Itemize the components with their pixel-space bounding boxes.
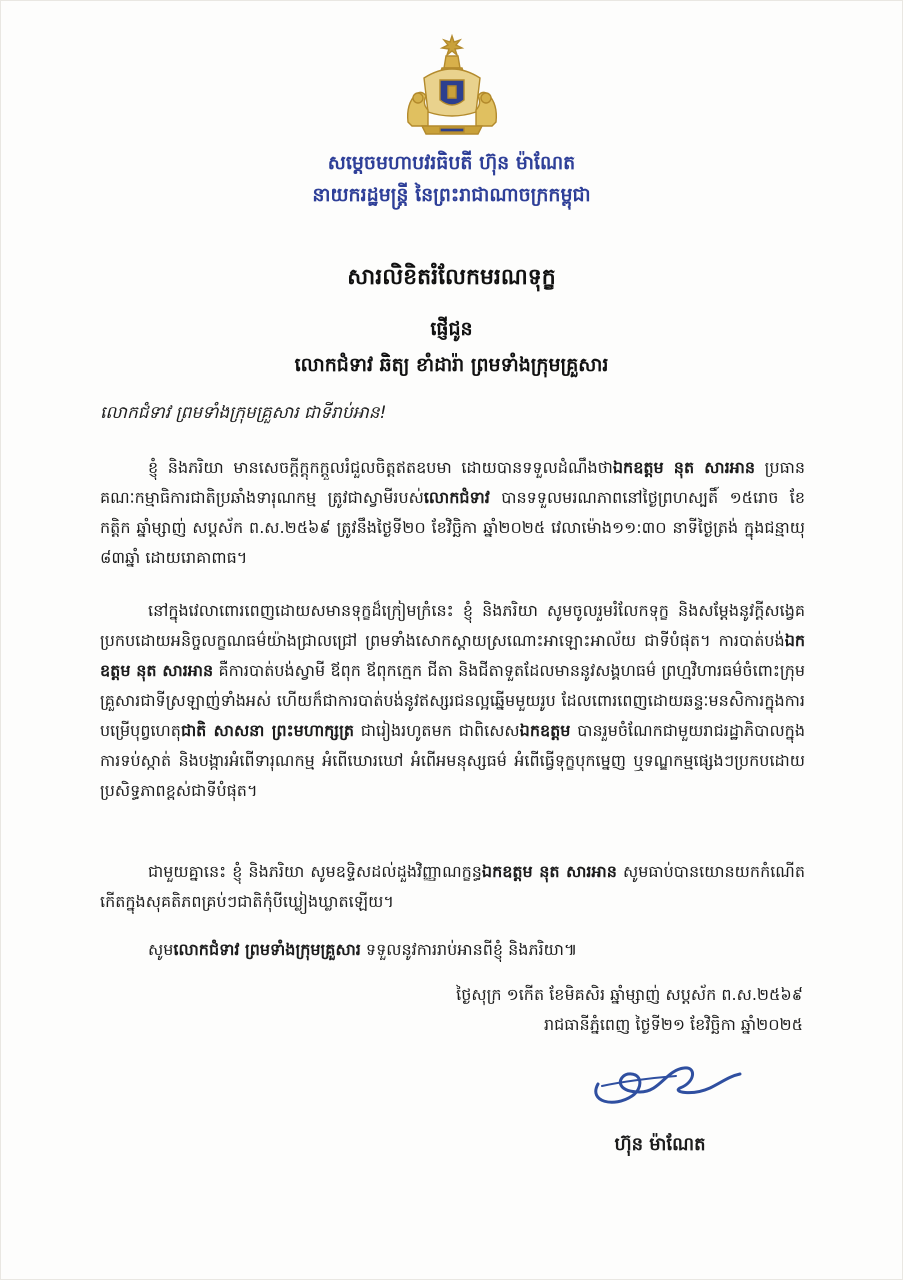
emphasized-text: ជាតិ សាសនា ព្រះមហាក្សត្រ: [180, 721, 354, 740]
paragraph-text: គឺការបាត់បង់ស្វាមី ឪពុក ឪពុកក្មេក ជីតា និងជីតាទួតដែលមាននូវសង្គហធម៌ ព្រហ្មវិហារធម៌ចំពោះក្រុមគ្រួសារជាទីស្រឡាញ់ទាំងអស់ ហើយក៏ជាការបាត់បង់នូវឥស្សរជនល្អឆ្នើមមួយរូប ដែលពោរពេញដោយឆន្ទៈមនសិការក្នុងការបម្រើបុព្វហេតុ: [100, 661, 806, 740]
signer-name: ហ៊ុន ម៉ាណែត: [614, 1134, 706, 1155]
paragraph-text: ប្រធានគណៈកម្មាធិការជាតិប្រឆាំងទារុណកម្ម ត្រូវជាស្វាមីរបស់: [100, 458, 805, 507]
closing-line: [148, 935, 577, 965]
paragraph-dedication: [100, 857, 805, 917]
paragraph-text: ជារៀងរហូតមក ជាពិសេស: [353, 721, 520, 740]
paragraph-announcement: [100, 453, 805, 573]
emphasized-text: លោកជំទាវ: [423, 488, 490, 507]
paragraph-text: បានទទួលមរណភាពនៅថ្ងៃព្រហស្បតិ៍ ១៥រោច ខែកត្តិក ឆ្នាំម្សាញ់ សប្តស័ក ព.ស.២៥៦៩ ត្រូវនឹងថ្ងៃទី២០ ខែវិច្ឆិកា ឆ្នាំ២០២៥ វេលាម៉ោង១១:៣០ នាទីថ្ងៃត្រង់ ក្នុងជន្មាយុ ៨៣ឆ្នាំ ដោយរោគាពាធ។: [100, 488, 805, 567]
royal-emblem-icon: [402, 34, 502, 138]
paragraph-text: សូមធាប់បានយោនយកកំណើតកើតក្នុងសុគតិភពគ្រប់ៗជាតិកុំបីឃ្លៀងឃ្លាតឡើយ។: [100, 862, 805, 911]
paragraph-condolence: [100, 596, 805, 806]
date-lunar: ថ្ងៃសុក្រ ១កើត ខែមិគសិរ ឆ្នាំម្សាញ់ សប្តស័ក ព.ស.២៥៦៩: [456, 985, 803, 1004]
paragraph-text: ខ្ញុំ និងភរិយា មានសេចក្តីក្តុកក្តួលរំជួលចិត្តឥតឧបមា ដោយបានទទួលដំណឹងថា: [148, 458, 613, 477]
emphasized-text: ឯកឧត្តម: [519, 721, 571, 740]
sender-name: សម្តេចមហាបវរធិបតី ហ៊ុន ម៉ាណែត: [327, 152, 576, 174]
paragraph-text: បានរួមចំណែកជាមួយរាជរដ្ឋាភិបាលក្នុងការទប់ស្កាត់ និងបង្ការអំពើទារុណកម្ម អំពើឃោរឃៅ អំពើអមនុស្សធម៌ អំពើធ្វើទុក្ខបុកម្នេញ ឬទណ្ឌកម្មផ្សេងៗប្រកបដោយប្រសិទ្ធភាពខ្ពស់ជាទីបំផុត។: [100, 721, 805, 800]
paragraph-text: នៅក្នុងវេលាពោរពេញដោយសមានទុក្ខដ៏ក្រៀមក្រំនេះ ខ្ញុំ និងភរិយា សូមចូលរួមរំលែកទុក្ខ និងសម្តែងនូវក្តីសង្វេគប្រកបដោយអនិច្ចលក្ខណធម៌យ៉ាងជ្រាលជ្រៅ ព្រមទាំងសោកស្តាយស្រណោះអាឡោះអាល័យ ជាទីបំផុត។ ការបាត់បង់: [100, 601, 805, 650]
recipient-name: លោកជំទាវ ឆិត្យ ខាំដារ៉ា ព្រមទាំងក្រុមគ្រួសារ: [294, 354, 609, 376]
emphasized-text: ឯកឧត្តម នុត សារអាន: [612, 458, 756, 477]
emphasized-text: លោកជំទាវ ព្រមទាំងក្រុមគ្រួសារ: [173, 940, 361, 959]
signature-icon: [580, 1052, 750, 1112]
addressed-to-label: ផ្ញើជូន: [430, 318, 473, 340]
emphasized-text: ឯកឧត្តម នុត សារអាន: [100, 631, 805, 680]
emphasized-text: ឯកឧត្តម នុត សារអាន: [481, 862, 617, 881]
paragraph-text: ជាមួយគ្នានេះ ខ្ញុំ និងភរិយា សូមឧទ្ទិសដល់ដួងវិញ្ញាណក្ខន្ធ: [148, 862, 482, 881]
salutation: លោកជំទាវ ព្រមទាំងក្រុមគ្រួសារ ជាទីរាប់អាន!: [100, 403, 387, 423]
paragraph-text: ទទួលនូវការរាប់អានពីខ្ញុំ និងភរិយា៕: [360, 940, 578, 959]
sender-position: នាយករដ្ឋមន្ត្រី នៃព្រះរាជាណាចក្រកម្ពុជា: [312, 184, 591, 206]
date-solar: រាជធានីភ្នំពេញ ថ្ងៃទី២១ ខែវិច្ឆិកា ឆ្នាំ២០២៥: [543, 1015, 803, 1034]
letter-title: សារលិខិតរំលែកមរណទុក្ខ: [347, 265, 556, 290]
paragraph-text: សូម: [148, 940, 174, 959]
